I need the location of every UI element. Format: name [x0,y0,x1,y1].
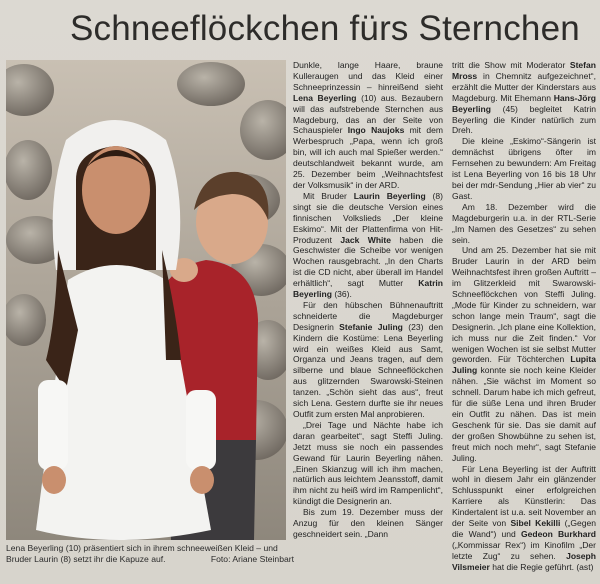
caption-text: Lena Beyerling (10) präsentiert sich in ihrem schneeweißen Kleid – und Bruder Laurin (8) setzt ihr die Kapuze auf. [6,543,278,564]
photo-credit: Foto: Ariane Steinbart [210,554,294,564]
article-photo [6,60,286,540]
article-column-2: tritt die Show mit Moderator Stefan Mross in Chemnitz aufgezeichnet“, erzählt die Mutter der Kinderstars aus Magdeburg. Mit Ehemann Hans-Jörg Beyerling (45) begleitet Katrin Beyerling die Kinder natürlich zum Dreh. Die kleine „Eskimo“-Sängerin ist demnächst übrigens öfter im Fernsehen zu bewundern: Am Freitag ist Lena Beyerling von 16 bis 18 Uhr bei der mdr-Sendung „Hier ab vier“ zu Gast. Am 18. Dezember wird die Magdeburgerin u.a. in der RTL-Serie „Im Namen des Gesetzes“ zu sehen sein. Und am 25. Dezember hat sie mit Bruder Laurin in der ARD beim Weihnachtsfest ihren großen Auftritt – im Glitzerkleid mit Swarowski-Schneeflöckchen von Steffi Juling. „Mode für Kinder zu schneidern, war schon lange mein Traum“, sagt die Designerin. „Ich plane eine Kollektion, ich muss nur die Zeit finden.“ Vor wenigen Wochen ist sie selbst Mutter geworden. Für Töchterchen Lupita Juling konnte sie noch keine Kleider nähen. „Sie wächst im Moment so schnell. Darum habe ich mich gefreut, für die süße Lena und ihren Bruder ein Outfit zu nähen. Das ist mein Geschenk für sie. Das sie damit auf der großen Showbühne zu sehen ist, freut mich noch mehr“, sagt Stefanie Juling. Für Lena Beyerling ist der Auftritt wohl in diesem Jahr ein glänzender Schlusspunkt einer erfolgreichen Karriere als Künstlerin: Das Kindertalent ist u.a. seit November an der Seite von Sibel Kekilli („Gegen die Wand“) und Gedeon Burkhard („Kommissar Rex“) im Kinofilm „Der letzte Zug“ zu sehen. Joseph Vilsmeier hat die Regie geführt. (ast) [452,60,596,572]
headline: Schneeflöckchen fürs Sternchen [70,9,580,48]
photo-caption [6,543,296,579]
article-column-1: Dunkle, lange Haare, braune Kulleraugen und das Kleid einer Schneeprinzessin – hinreißend sieht Lena Beyerling (10) aus. Bezaubern will das aufstrebende Sternchen aus Magdeburg, das an der Seite von Schauspieler Ingo Naujoks mit dem Werbespruch „Papa, wenn ich groß bin, will ich auch mal Spießer werden.“ deutschlandweit bekannt wurde, am 25. Dezember beim „Weihnachtsfest der Volksmusik“ in der ARD. Mit Bruder Laurin Beyerling (8) singt sie die deutsche Version eines finnischen Volkslieds „Der kleine Eskimo“. Mit der Plattenfirma von Hit-Produzent Jack White haben die Geschwister die Scheibe vor wenigen Wochen rausgebracht. „In den Charts ist die CD nicht, aber überall im Handel erhältlich“, sagt Mutter Katrin Beyerling (36). Für den hübschen Bühnenauftritt schneiderte die Magdeburger Designerin Stefanie Juling (23) den Kindern die Kostüme: Lena Beyerling wird ein weißes Kleid aus Samt, Organza und Jeans tragen, auf dem silberne und blaue Schneeflöckchen aus glitzernden Swarowski-Steinen tanzen. „Schön sieht das aus“, freut sich Lena. Gestern durfte sie ihr neues Outfit zum ersten Mal anprobieren. „Drei Tage und Nächte habe ich daran gearbeitet“, sagt Steffi Juling. Jetzt muss sie noch ein passendes Gewand für Laurin Beyerling nähen. „Einen Skianzug will ich ihm machen, natürlich aus leichtem Jeansstoff, damit ihm nicht zu heiß wird im Rampenlicht“, kündigt die Designerin an. Bis zum 19. Dezember muss der Anzug für den kleinen Sänger geschneidert sein. „Dann [293,60,443,539]
photo-illustration [6,60,286,540]
